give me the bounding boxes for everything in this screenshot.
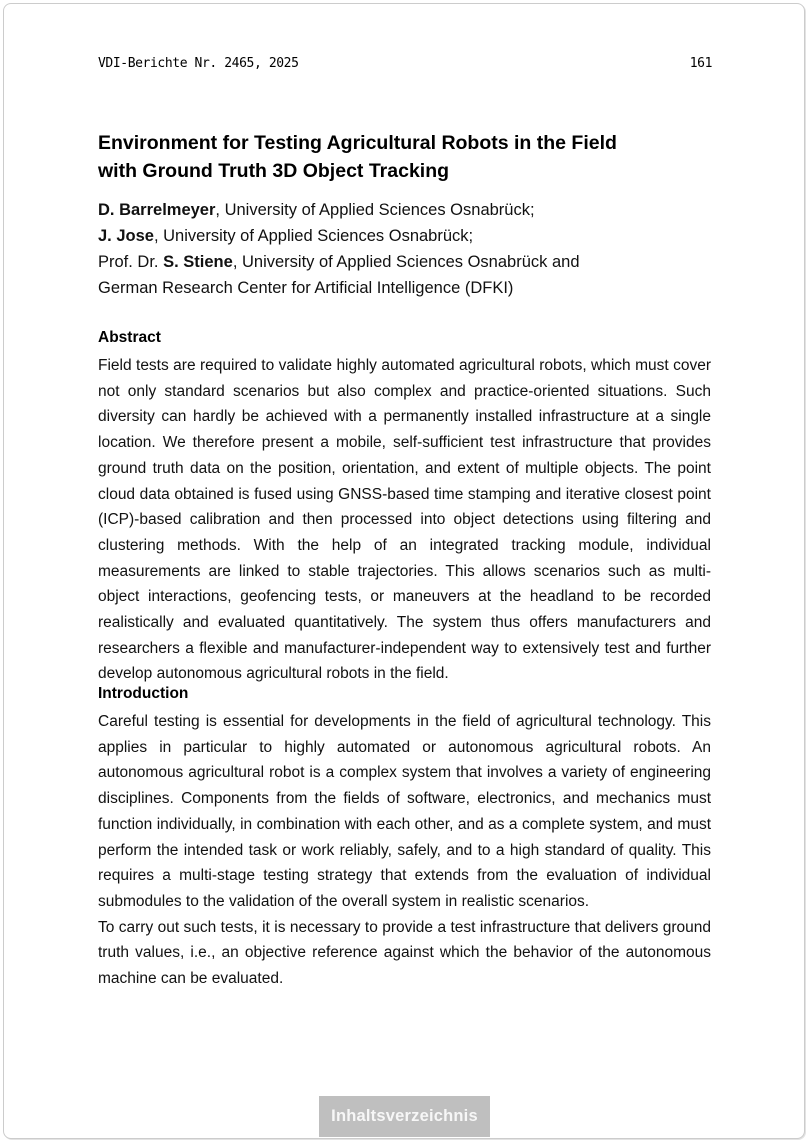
introduction-paragraph: Careful testing is essential for developments in the field of agricultural technology. This applies in particular to highly automated or autonomous agricultural robots. An autonomous agricultural robot is a complex system that involves a variety of engineering disciplines. Components from the fields of software, electronics, and mechanics must function individually, in combination with each other, and as a complete system, and must perform the intended task or work reliably, safely, and to a high standard of quality. This requires a multi-stage testing strategy that extends from the evaluation of individual submodules to the validation of the overall system in realistic scenarios.	[98, 713, 711, 910]
page-number: 161	[689, 56, 712, 71]
abstract-section	[98, 328, 711, 687]
author-name: J. Jose	[98, 227, 154, 245]
author-affiliation: , University of Applied Sciences Osnabrück and	[232, 253, 580, 271]
author-name: D. Barrelmeyer	[98, 201, 216, 219]
author-line	[98, 223, 738, 249]
toc-button-label: Inhaltsverzeichnis	[331, 1107, 478, 1125]
author-line	[98, 275, 738, 301]
toc-button[interactable]	[319, 1096, 490, 1137]
introduction-heading: Introduction	[98, 685, 189, 702]
introduction-section	[98, 684, 711, 992]
abstract-body: Field tests are required to validate highly automated agricultural robots, which must cover not only standard scenarios but also complex and practice-oriented situations. Such diversity can hardly be achieved with a permanently installed infrastructure at a single location. We therefore present a mobile, self-sufficient test infrastructure that provides ground truth data on the position, orientation, and extent of multiple objects. The point cloud data obtained is fused using GNSS-based time stamping and iterative closest point (ICP)-based calibration and then processed into object detections using filtering and clustering methods. With the help of an integrated tracking module, individual measurements are linked to stable trajectories. This allows scenarios such as multi-object interactions, geofencing tests, or maneuvers at the headland to be recorded realistically and evaluated quantitatively. The system thus offers manufacturers and researchers a flexible and manufacturer-independent way to extensively test and further develop autonomous agricultural robots in the field.	[98, 357, 711, 683]
page-header	[98, 56, 712, 71]
author-line	[98, 249, 738, 275]
introduction-paragraph: To carry out such tests, it is necessary to provide a test infrastructure that delivers ground truth values, i.e., an objective reference against which the behavior of the autonomous machine can be evaluated.	[98, 918, 711, 988]
abstract-heading: Abstract	[98, 329, 161, 346]
author-affiliation: German Research Center for Artificial Intelligence (DFKI)	[98, 279, 514, 297]
paper-title-line-2: with Ground Truth 3D Object Tracking	[98, 159, 450, 182]
author-line	[98, 197, 738, 223]
author-list	[98, 197, 738, 301]
journal-reference: VDI-Berichte Nr. 2465, 2025	[98, 56, 299, 71]
paper-title	[98, 130, 738, 185]
author-title: Prof. Dr.	[98, 253, 164, 271]
paper-title-line-1: Environment for Testing Agricultural Robots in the Field	[98, 132, 617, 155]
author-affiliation: , University of Applied Sciences Osnabrück;	[215, 201, 535, 219]
author-affiliation: , University of Applied Sciences Osnabrück;	[153, 227, 474, 245]
author-name: S. Stiene	[163, 253, 233, 271]
